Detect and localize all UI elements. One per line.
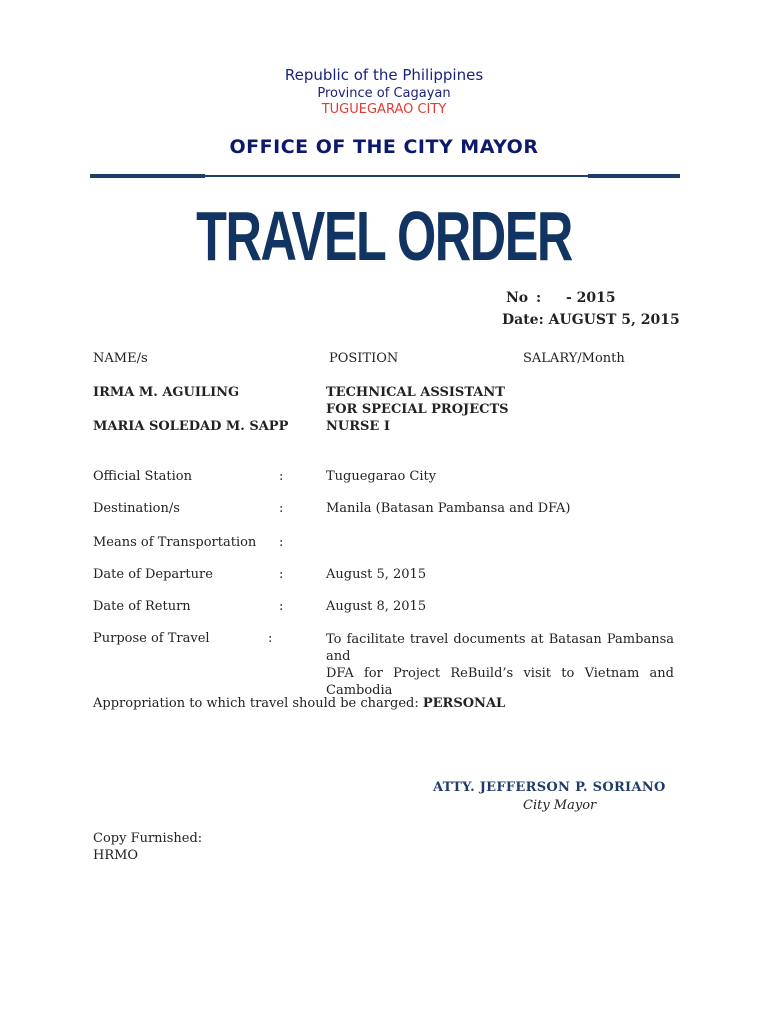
official-station-label: Official Station (93, 469, 192, 484)
column-header-name: NAME/s (93, 351, 148, 366)
destination-label: Destination/s (93, 501, 180, 516)
purpose-colon: : (268, 631, 273, 646)
order-no-value: - 2015 (566, 290, 616, 306)
transport-colon: : (279, 535, 284, 550)
purpose-label: Purpose of Travel (93, 631, 210, 646)
personnel-position: TECHNICAL ASSISTANT (326, 385, 505, 400)
personnel-name: IRMA M. AGUILING (93, 385, 240, 400)
appropriation-value: PERSONAL (422, 696, 506, 711)
departure-label: Date of Departure (93, 567, 213, 582)
order-no-label: No (506, 290, 529, 306)
header-rule-right (588, 174, 680, 178)
header-rule-center (205, 175, 588, 177)
personnel-name: MARIA SOLEDAD M. SAPP (93, 419, 289, 434)
return-value: August 8, 2015 (326, 599, 427, 614)
purpose-value (326, 631, 674, 699)
departure-value: August 5, 2015 (326, 567, 427, 582)
column-header-position: POSITION (329, 351, 399, 366)
province-heading: Province of Cagayan (317, 86, 451, 101)
official-station-value: Tuguegarao City (326, 469, 437, 484)
document-title: TRAVEL ORDER (196, 197, 572, 275)
copy-furnished-label: Copy Furnished: (93, 831, 203, 846)
column-header-salary: SALARY/Month (523, 351, 625, 366)
order-no-colon: : (536, 290, 542, 306)
purpose-line: Cambodia (326, 683, 393, 698)
header-rule-left (90, 174, 205, 178)
destination-colon: : (279, 501, 284, 516)
return-colon: : (279, 599, 284, 614)
personnel-position-cont: FOR SPECIAL PROJECTS (326, 402, 509, 417)
order-date: Date: AUGUST 5, 2015 (502, 312, 680, 328)
signatory-name: ATTY. JEFFERSON P. SORIANO (433, 780, 666, 795)
return-label: Date of Return (93, 599, 191, 614)
purpose-line: DFA for Project ReBuild’s visit to Vietnam and (326, 666, 674, 681)
official-station-colon: : (279, 469, 284, 484)
copy-furnished-recipient: HRMO (93, 848, 139, 863)
signatory-title: City Mayor (523, 798, 597, 813)
transport-label: Means of Transportation (93, 535, 257, 550)
purpose-line: To facilitate travel documents at Batasan Pambansa and (326, 632, 674, 664)
appropriation (93, 696, 505, 711)
republic-heading: Republic of the Philippines (284, 66, 484, 84)
destination-value: Manila (Batasan Pambansa and DFA) (326, 501, 571, 516)
appropriation-label: Appropriation to which travel should be charged: (93, 696, 419, 711)
office-heading: OFFICE OF THE CITY MAYOR (229, 136, 539, 158)
departure-colon: : (279, 567, 284, 582)
city-heading: TUGUEGARAO CITY (321, 102, 447, 117)
personnel-position: NURSE I (326, 419, 390, 434)
